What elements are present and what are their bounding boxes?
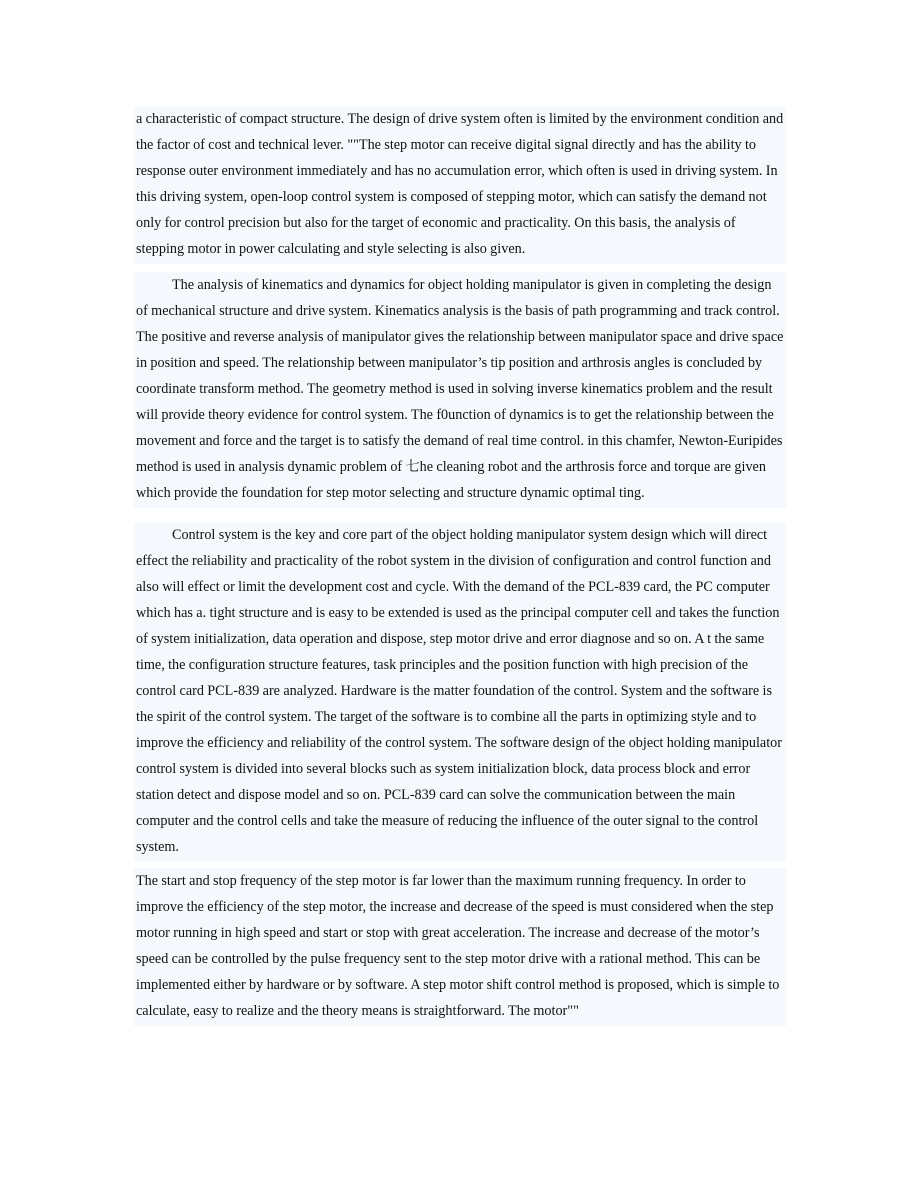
paragraph-kinematics: The analysis of kinematics and dynamics for object holding manipulator is given in completing the design of mechanical structure and drive system. Kinematics analysis is the basis of path programming and track control. The positive and reverse analysis of manipulator gives the relationship between manipulator space and drive space in position and speed. The relationship between manipulator’s tip position and arthrosis angles is concluded by coordinate transform method. The geometry method is used in solving inverse kinematics problem and the result will provide theory evidence for control system. The f0unction of dynamics is to get the relationship between the movement and force and the target is to satisfy the demand of real time control. in this chamfer, Newton-Euripides method is used in analysis dynamic problem of 七he cleaning robot and the arthrosis force and torque are given which provide the foundation for step motor selecting and structure dynamic optimal ting. [134, 272, 786, 508]
paragraph-control-system: Control system is the key and core part of the object holding manipulator system design which will direct effect the reliability and practicality of the robot system in the division of configuration and control function and also will effect or limit the development cost and cycle. With the demand of the PCL-839 card, the PC computer which has a. tight structure and is easy to be extended is used as the principal computer cell and takes the function of system initialization, data operation and dispose, step motor drive and error diagnose and so on. A t the same time, the configuration structure features, task principles and the position function with high precision of the control card PCL-839 are analyzed. Hardware is the matter foundation of the control. System and the software is the spirit of the control system. The target of the software is to combine all the parts in optimizing style and to improve the efficiency and reliability of the control system. The software design of the object holding manipulator control system is divided into several blocks such as system initialization block, data process block and error station detect and dispose model and so on. PCL-839 card can solve the communication between the main computer and the control cells and take the measure of reducing the influence of the outer signal to the control system. [134, 522, 786, 862]
paragraph-step-motor-speed: The start and stop frequency of the step motor is far lower than the maximum running frequency. In order to improve the efficiency of the step motor, the increase and decrease of the speed is must considered when the step motor running in high speed and start or stop with great acceleration. The increase and decrease of the motor’s speed can be controlled by the pulse frequency sent to the step motor drive with a rational method. This can be implemented either by hardware or by software. A step motor shift control method is proposed, which is simple to calculate, easy to realize and the theory means is straightforward. The motor"" [134, 868, 786, 1026]
paragraph-drive-system: a characteristic of compact structure. The design of drive system often is limited by the environment condition and the factor of cost and technical lever. ""The step motor can receive digital signal directly and has the ability to response outer environment immediately and has no accumulation error, which often is used in driving system. In this driving system, open-loop control system is composed of stepping motor, which can satisfy the demand not only for control precision but also for the target of economic and practicality. On this basis, the analysis of stepping motor in power calculating and style selecting is also given. [134, 106, 786, 264]
text-column [134, 106, 786, 1026]
